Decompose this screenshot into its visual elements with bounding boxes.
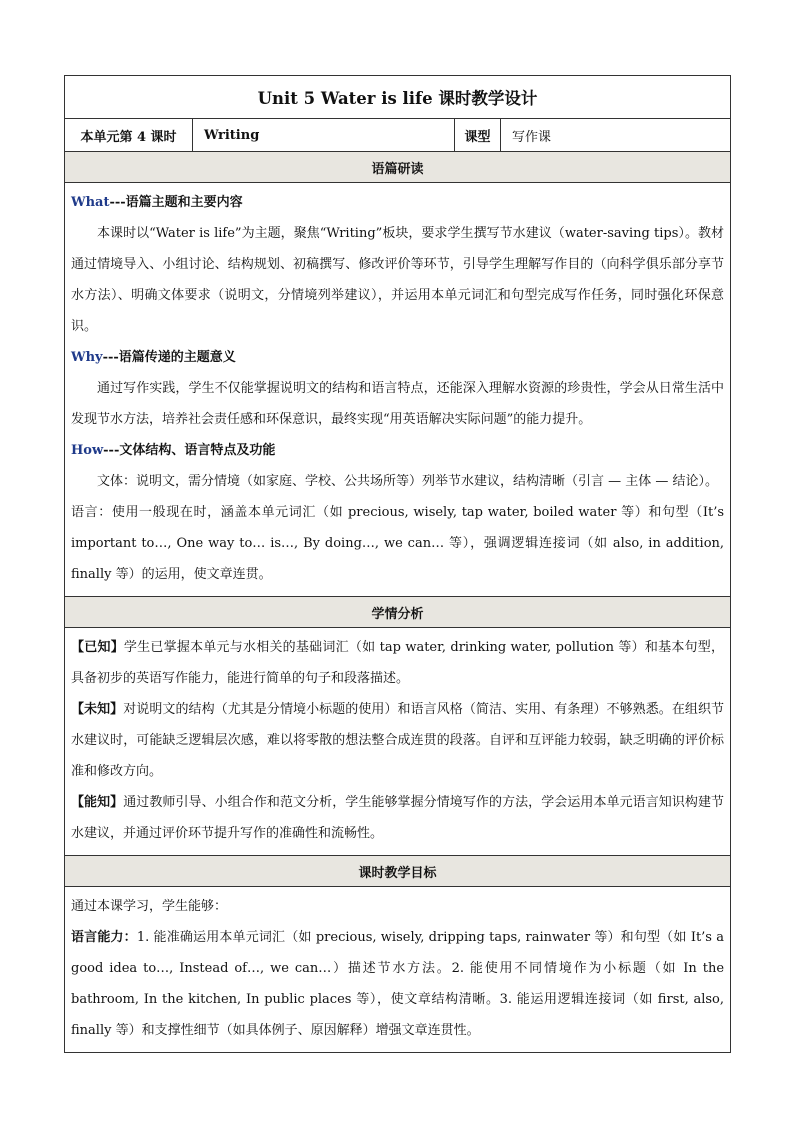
section-header-objectives: 课时教学目标 <box>65 856 731 887</box>
learner-analysis-body <box>65 628 731 856</box>
why-paragraph: 通过写作实践，学生不仅能掌握说明文的结构和语言特点，还能深入理解水资源的珍贵性，学会从日常生活中发现节水方法，培养社会责任感和环保意识，最终实现“用英语解决实际问题”的能力提升。 <box>71 381 725 427</box>
known-paragraph: 【已知】学生已掌握本单元与水相关的基础词汇（如 tap water, drinking water, pollution 等）和基本句型，具备初步的英语写作能力，能进行简单的句子和段落描述。 <box>71 640 725 686</box>
lesson-value: Writing <box>193 119 455 152</box>
how-heading: How---文体结构、语言特点及功能 <box>71 443 276 458</box>
what-paragraph: 本课时以“Water is life”为主题，聚焦“Writing”板块，要求学生撰写节水建议（water-saving tips）。教材通过情境导入、小组讨论、结构规划、初稿撰写、修改评价等环节，引导学生理解写作目的（向科学俱乐部分享节水方法）、明确文体要求（说明文，分情境列举建议），并运用本单元词汇和句型完成写作任务，同时强化环保意识。 <box>71 226 725 334</box>
lesson-label: 本单元第 4 课时 <box>65 119 193 152</box>
type-label: 课型 <box>455 119 501 152</box>
why-heading: Why---语篇传递的主题意义 <box>71 350 236 365</box>
section-body-row <box>65 183 731 597</box>
objectives-body <box>65 887 731 1053</box>
what-heading: What---语篇主题和主要内容 <box>71 195 243 210</box>
section-body-row <box>65 887 731 1053</box>
section-header-learner-analysis: 学情分析 <box>65 597 731 628</box>
section-header-text-analysis: 语篇研读 <box>65 152 731 183</box>
how-paragraph-genre: 文体：说明文，需分情境（如家庭、学校、公共场所等）列举节水建议，结构清晰（引言 — 主体 — 结论）。 <box>97 474 719 489</box>
able-paragraph: 【能知】通过教师引导、小组合作和范文分析，学生能够掌握分情境写作的方法，学会运用本单元语言知识构建节水建议，并通过评价环节提升写作的准确性和流畅性。 <box>71 795 725 841</box>
section-body-row <box>65 628 731 856</box>
objectives-intro: 通过本课学习，学生能够： <box>71 899 228 914</box>
section-header-row <box>65 597 731 628</box>
text-analysis-body <box>65 183 731 597</box>
section-header-row <box>65 152 731 183</box>
type-value: 写作课 <box>501 119 731 152</box>
lesson-plan-table <box>64 75 731 1053</box>
language-ability-paragraph: 语言能力：1. 能准确运用本单元词汇（如 precious, wisely, dripping taps, rainwater 等）和句型（如 It’s a good idea to…, Instead of…, we can…）描述节水方法。2. 能使用不同情境作为小标题（如 In the bathroom, In the kitchen, In public places 等），使文章结构清晰。3. 能运用逻辑连接词（如 first, also, finally 等）和支撑性细节（如具体例子、原因解释）增强文章连贯性。 <box>71 930 725 1038</box>
document-title: Unit 5 Water is life 课时教学设计 <box>65 76 731 119</box>
how-paragraph-language: 语言：使用一般现在时，涵盖本单元词汇（如 precious, wisely, tap water, boiled water 等）和句型（It’s important to…, One way to… is…, By doing…, we can… 等），强调逻辑连接词（如 also, in addition, finally 等）的运用，使文章连贯。 <box>71 505 725 582</box>
section-header-row <box>65 856 731 887</box>
title-row <box>65 76 731 119</box>
unknown-paragraph: 【未知】对说明文的结构（尤其是分情境小标题的使用）和语言风格（简洁、实用、有条理）不够熟悉。在组织节水建议时，可能缺乏逻辑层次感，难以将零散的想法整合成连贯的段落。自评和互评能力较弱，缺乏明确的评价标准和修改方向。 <box>71 702 725 779</box>
meta-row <box>65 119 731 152</box>
